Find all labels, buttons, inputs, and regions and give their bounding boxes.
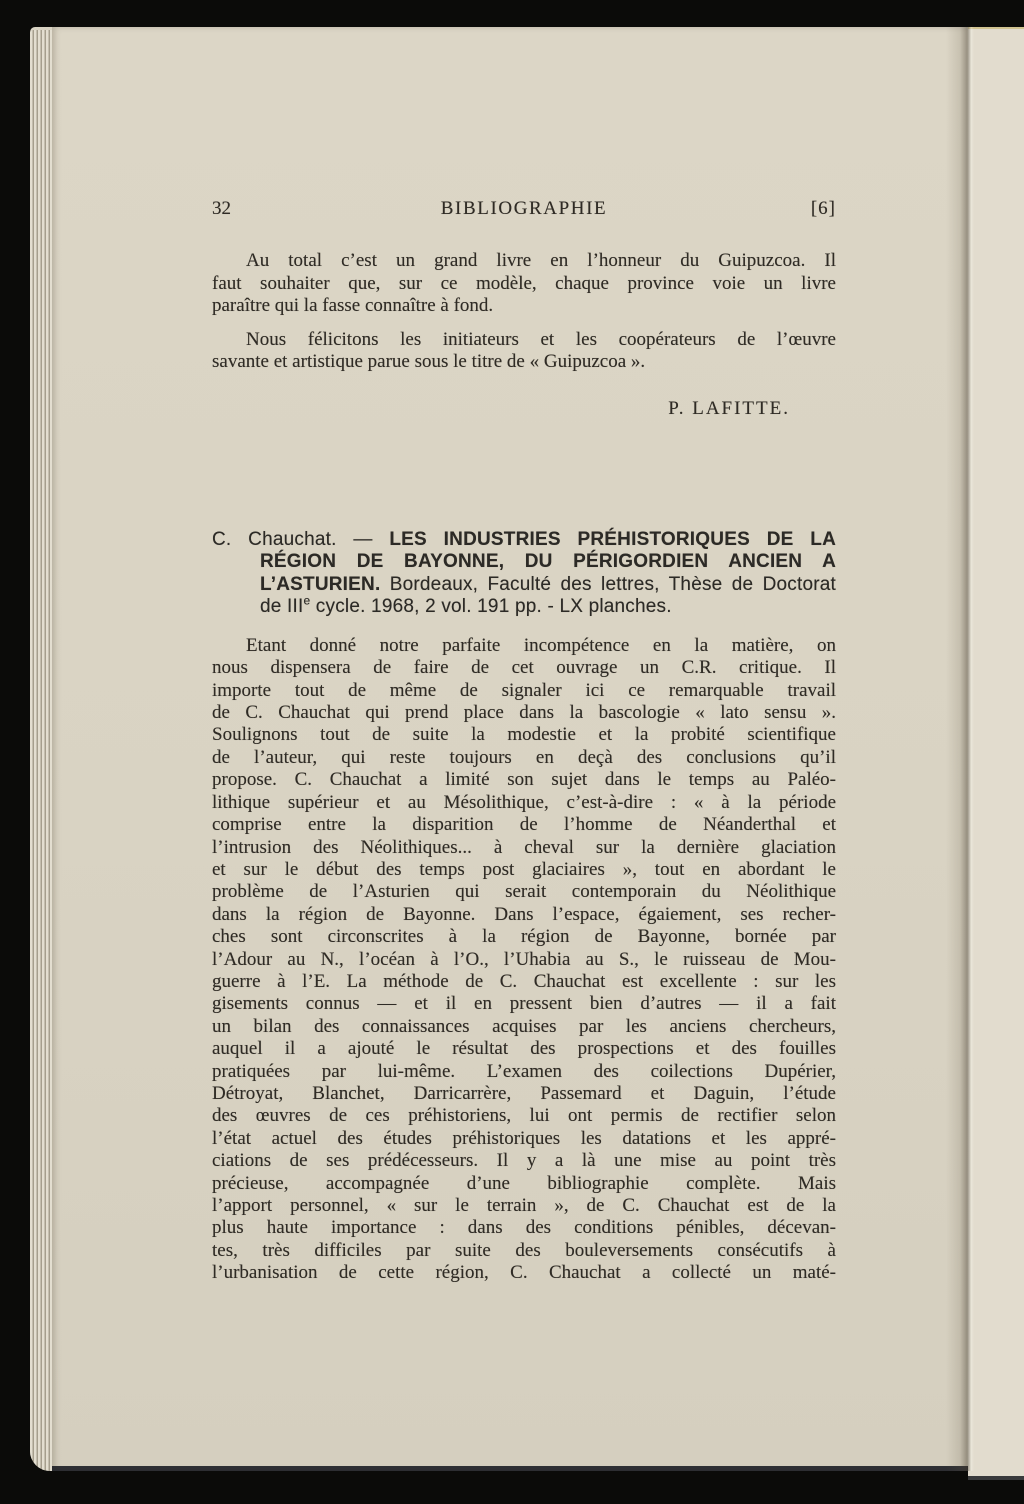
bibliography-entry [212,529,836,619]
review-paragraph [212,635,836,1285]
text-line: l’apport personnel, « sur le terrain », de C. Chauchat est de la [212,1195,836,1216]
text-line: des œuvres de ces préhistoriens, lui ont permis de rectifier selon [212,1105,836,1127]
text-line: plus haute importance : dans des conditions pénibles, décevan- [212,1217,836,1239]
issue-number: [6] [810,198,836,219]
text-line: de l’auteur, qui reste toujours en deçà des conclusions qu’il [212,746,836,768]
entry-details-after-sup: cycle. 1968, 2 vol. 191 pp. - LX planches. [310,596,672,618]
paragraph-guipuzcoa-1 [212,250,836,317]
text-line: tes, très difficiles par suite des bouleversements consécutifs à [212,1239,836,1261]
text-line: savante et artistique parue sous le titre de « Guipuzcoa ». [212,351,646,373]
text-line: Au total c’est un grand livre en l’honneur du Guipuzcoa. Il [246,250,836,272]
page-gutter-crease [946,27,974,1471]
text-line: gisements connus — et il en pressent bien d’autres — il a fait [212,993,836,1015]
text-line: l’Adour au N., l’océan à l’O., l’Uhabia au S., le ruisseau de Mou- [212,948,836,970]
text-line: lithique supérieur et au Mésolithique, c’est-à-dire : « à la période [212,791,836,813]
text-line: Détroyat, Blanchet, Darricarrère, Passemard et Daguin, l’étude [212,1082,836,1104]
text-line: Nous félicitons les initiateurs et les coopérateurs de l’œuvre [246,328,836,350]
text-line: propose. C. Chauchat a limité son sujet dans le temps au Paléo- [212,769,836,791]
text-line: paraître qui la fasse connaître à fond. [212,295,494,317]
text-line: nous dispensera de faire de cet ouvrage un C.R. critique. Il [212,657,836,679]
text-line: précieuse, accompagnée d’une bibliographie complète. Mais [212,1172,836,1194]
text-line: ciations de ses prédécesseurs. Il y a là une mise au point très [212,1150,836,1172]
page-text-column [212,198,836,1285]
entry-details-before-sup: Bordeaux, Faculté des lettres, Thèse de Doctorat de III [260,573,836,618]
text-line: de C. Chauchat qui prend place dans la bascologie « lato sensu ». [212,702,836,724]
facing-page-edge [968,27,1024,1480]
running-title: BIBLIOGRAPHIE [440,198,608,219]
page-number: 32 [212,198,231,219]
text-line: l’intrusion des Néolithiques... à cheval sur la dernière glaciation [212,836,836,858]
entry-author: C. Chauchat. — [212,528,390,550]
text-line: importe tout de même de signaler ici ce remarquable travail [212,679,836,701]
text-line: guerre à l’E. La méthode de C. Chauchat est excellente : sur les [212,970,836,992]
text-line: comprise entre la disparition de l’homme de Néanderthal et [212,814,836,836]
text-line: pratiquées par lui-même. L’examen des coilections Dupérier, [212,1060,836,1082]
text-line: un bilan des connaissances acquises par les anciens chercheurs, [212,1015,836,1037]
text-line: dans la région de Bayonne. Dans l’espace, égaiement, ses recher- [212,903,836,925]
page-stack-edge [30,30,54,1471]
text-line: faut souhaiter que, sur ce modèle, chaque province voie un livre [212,272,836,294]
text-line: l’état actuel des études préhistoriques les datations et les appré- [212,1127,836,1149]
entry-title: LES INDUSTRIES PRÉHISTORIQUES DE LA RÉGION DE BAYONNE, DU PÉRIGORDIEN ANCIEN A L’ASTURIEN. [260,528,837,595]
text-line: l’urbanisation de cette région, C. Chauchat a collecté un maté- [212,1262,836,1284]
paragraph-guipuzcoa-2 [212,329,836,374]
entry-cycle-superscript: e [303,594,311,609]
running-header [212,198,836,220]
text-line: auquel il a ajouté le résultat des prospections et des fouilles [212,1038,836,1060]
text-line: problème de l’Asturien qui serait contemporain du Néolithique [212,881,836,903]
text-line: Etant donné notre parfaite incompétence en la matière, on [246,634,836,656]
text-line: ches sont circonscrites à la région de Bayonne, bornée par [212,926,836,948]
text-line: et sur le début des temps post glaciaires », tout en abordant le [212,858,836,880]
reviewer-signature: P. LAFITTE. [668,398,790,420]
scanned-book-page [30,27,1024,1471]
text-line: Soulignons tout de suite la modestie et la probité scientifique [212,724,836,746]
